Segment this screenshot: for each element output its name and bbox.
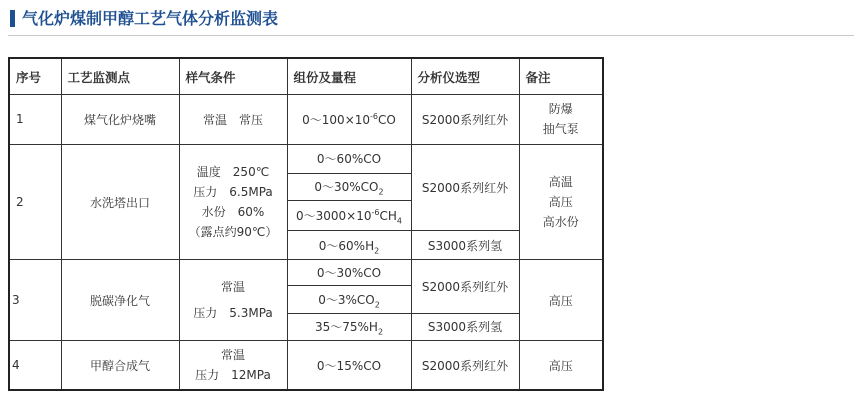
table-header-row [9,58,603,95]
component-range: $0\sim 30\%CO_2$ [287,173,411,200]
sample-condition: 常温 压力 12MPa [179,341,287,390]
page-title: 气化炉煤制甲醇工艺气体分析监测表 [22,9,279,28]
remark: 防爆 抽气泵 [519,95,603,144]
section-header [8,7,854,36]
sample-condition: 常温 压力 5.3MPa [179,260,287,341]
component-range: 0～15%CO [287,341,411,390]
analysis-table [8,57,604,391]
component-range: $35\sim 75\%H_2$ [287,313,411,340]
analyzer-model: S3000系列氢 [411,231,519,260]
table-row [9,260,603,285]
row-number: 3 [9,260,61,341]
component-range: $0\sim 100\times 10^{-6}CO$ [287,95,411,144]
header-note: 备注 [519,58,603,95]
monitoring-point: 脱碳净化气 [61,260,179,341]
header-condition: 样气条件 [179,58,287,95]
sample-condition: 温度 250℃ 压力 6.5MPa 水份 60% （露点约90℃） [179,144,287,260]
analyzer-model: S3000系列氢 [411,313,519,340]
row-number: 4 [9,341,61,390]
table-row [9,341,603,390]
header-range: 组份及量程 [287,58,411,95]
table-row [9,144,603,173]
row-number: 2 [9,144,61,260]
monitoring-point: 水洗塔出口 [61,144,179,260]
table-row [9,95,603,144]
remark: 高温 高压 高水份 [519,144,603,260]
remark: 高压 [519,260,603,341]
monitoring-point: 煤气化炉烧嘴 [61,95,179,144]
header-point: 工艺监测点 [61,58,179,95]
component-range: $0\sim 60\%H_2$ [287,231,411,260]
component-range: $0\sim 3000\times 10^{-6}CH_4$ [287,201,411,231]
analyzer-model: S2000系列红外 [411,341,519,390]
remark: 高压 [519,341,603,390]
component-range: $0\sim 3\%CO_2$ [287,285,411,313]
component-range: 0～60%CO [287,144,411,173]
analyzer-model: S2000系列红外 [411,144,519,231]
row-number: 1 [9,95,61,144]
header-analyzer: 分析仪选型 [411,58,519,95]
component-range: 0～30%CO [287,260,411,285]
title-accent-bar [10,10,15,27]
analyzer-model: S2000系列红外 [411,260,519,313]
header-no: 序号 [9,58,61,95]
analyzer-model: S2000系列红外 [411,95,519,144]
monitoring-point: 甲醇合成气 [61,341,179,390]
sample-condition: 常温 常压 [179,95,287,144]
